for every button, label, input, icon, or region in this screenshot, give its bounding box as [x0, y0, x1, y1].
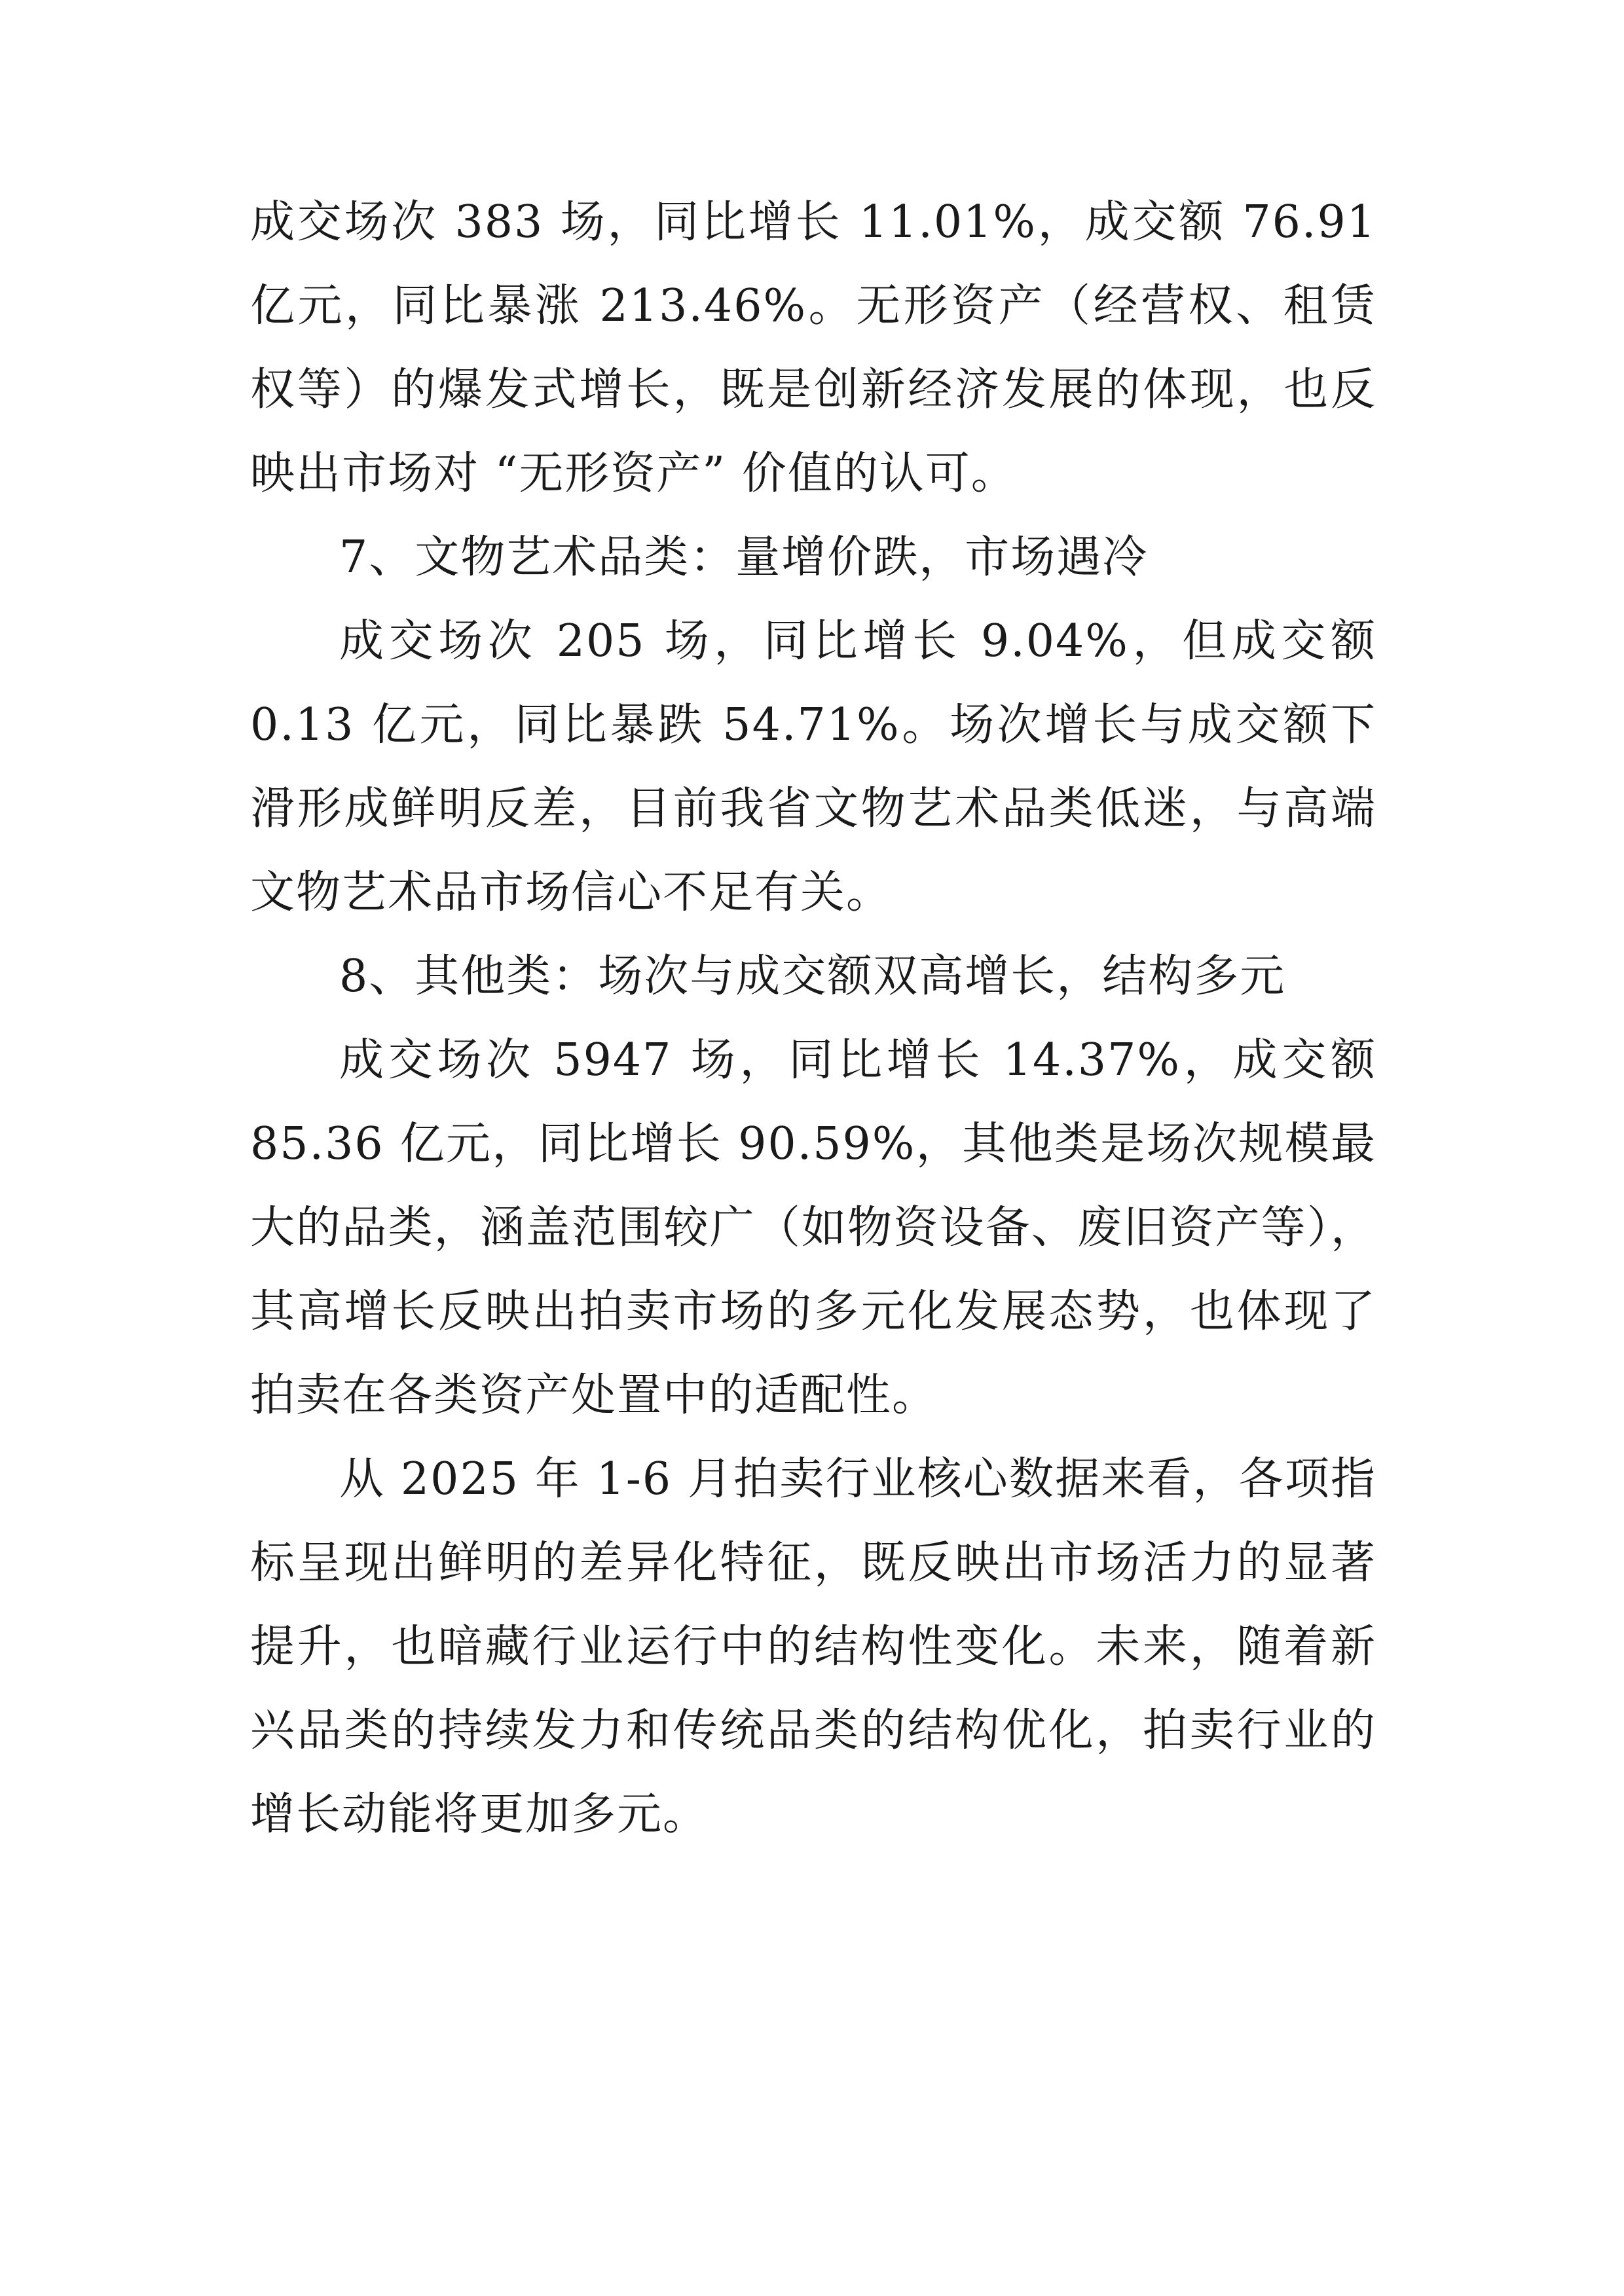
paragraph-intangible-assets: 成交场次 383 场，同比增长 11.01%，成交额 76.91 亿元，同比暴涨 213.46%。无形资产（经营权、租赁权等）的爆发式增长，既是创新经济发展的体现，也反映出市场对 “无形资产” 价值的认可。	[250, 196, 1376, 500]
document-body	[250, 181, 1376, 1857]
paragraph-cultural-relics: 成交场次 205 场，同比增长 9.04%，但成交额 0.13 亿元，同比暴跌 54.71%。场次增长与成交额下滑形成鲜明反差，目前我省文物艺术品类低迷，与高端文物艺术品市场信心不足有关。	[250, 615, 1376, 919]
heading-cultural-relics: 7、文物艺术品类：量增价跌，市场遇冷	[339, 532, 1149, 583]
heading-other-category: 8、其他类：场次与成交额双高增长，结构多元	[339, 951, 1286, 1002]
paragraph-other-category: 成交场次 5947 场，同比增长 14.37%，成交额 85.36 亿元，同比增长 90.59%，其他类是场次规模最大的品类，涵盖范围较广（如物资设备、废旧资产等），其高增长反映出拍卖市场的多元化发展态势，也体现了拍卖在各类资产处置中的适配性。	[250, 1034, 1376, 1421]
paragraph-conclusion: 从 2025 年 1-6 月拍卖行业核心数据来看，各项指标呈现出鲜明的差异化特征，既反映出市场活力的显著提升，也暗藏行业运行中的结构性变化。未来，随着新兴品类的持续发力和传统品类的结构优化，拍卖行业的增长动能将更加多元。	[250, 1453, 1376, 1840]
